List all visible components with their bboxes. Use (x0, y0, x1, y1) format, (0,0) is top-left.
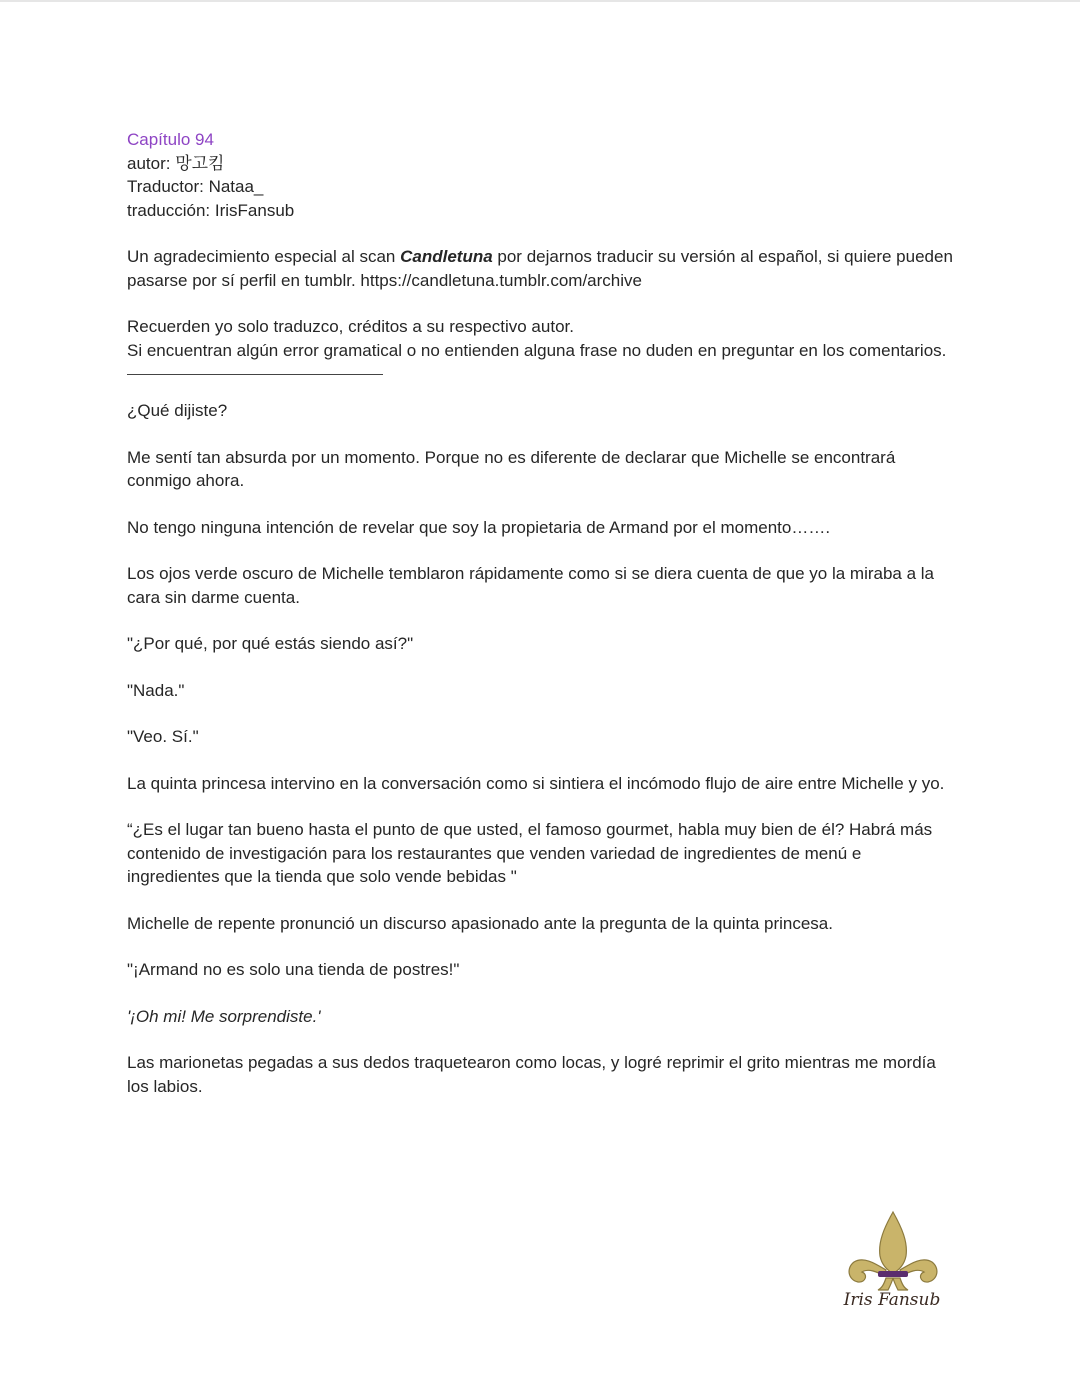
scan-name: Candletuna (400, 247, 493, 266)
thanks-before: Un agradecimiento especial al scan (127, 247, 401, 266)
paragraph-13: Las marionetas pegadas a sus dedos traquetearon como locas, y logré reprimir el grito mientras me mordía los labios. (127, 1053, 936, 1096)
paragraph-12: '¡Oh mi! Me sorprendiste.' (127, 1006, 321, 1026)
top-border (0, 0, 1080, 2)
paragraph-5: "¿Por qué, por qué estás siendo así?" (127, 634, 414, 653)
separator-line (127, 374, 383, 375)
translation-line: traducción: IrisFansub (127, 200, 295, 220)
author-line: autor: 망고킴 (127, 153, 225, 173)
paragraph-3: No tengo ninguna intención de revelar que soy la propietaria de Armand por el momento……. (127, 517, 831, 537)
paragraph-8: La quinta princesa intervino en la conversación como si sintiera el incómodo flujo de aire entre Michelle y yo. (127, 773, 945, 793)
paragraph-2: Me sentí tan absurda por un momento. Porque no es diferente de declarar que Michelle se encontrará conmigo ahora. (127, 447, 896, 490)
paragraph-7: "Veo. Sí." (127, 727, 199, 746)
chapter-title: Capítulo 94 (127, 130, 214, 149)
translator-line: Traductor: Nataa_ (127, 177, 264, 196)
note-line-2: Si encuentran algún error gramatical o no entienden alguna frase no duden en preguntar en los comentarios. (127, 340, 947, 360)
paragraph-4: Los ojos verde oscuro de Michelle temblaron rápidamente como si se diera cuenta de que yo la miraba a la cara sin darme cuenta. (127, 564, 935, 607)
paragraph-6: "Nada." (127, 680, 185, 700)
thanks-paragraph (127, 245, 957, 292)
paragraph-1: ¿Qué dijiste? (127, 401, 228, 420)
thanks-after: por dejarnos traducir su versión al español, si quiere pueden pasarse por sí perfil en tumblr. https://candletuna.tumblr.com/archive (127, 247, 953, 290)
paragraph-11: "¡Armand no es solo una tienda de postres!" (127, 960, 460, 979)
document-body (127, 128, 957, 1098)
note-line-1: Recuerden yo solo traduzco, créditos a su respectivo autor. (127, 317, 574, 336)
logo-text: Iris Fansub (843, 1290, 941, 1310)
paragraph-9: “¿Es el lugar tan bueno hasta el punto de que usted, el famoso gourmet, habla muy bien de él? Habrá más contenido de investigación para los restaurantes que venden variedad de ingredientes de menú e ingredientes que la tienda que solo vende bebidas " (127, 820, 933, 886)
paragraph-10: Michelle de repente pronunció un discurso apasionado ante la pregunta de la quinta princesa. (127, 913, 833, 933)
